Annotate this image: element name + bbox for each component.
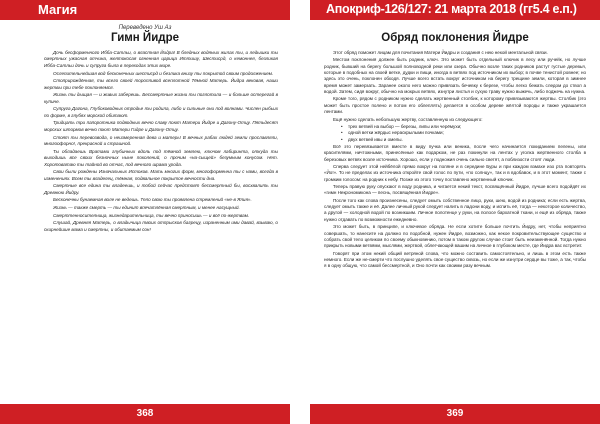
hymn-paragraph: Тридцать три папоротника подводных вечно славу поют Матери Йидре и Дагону-Отцу. Пятьдесят морских штормов вечно поют Матери Гидре и Дагону-Отцу. [44,120,278,132]
hymn-paragraph: Супруга Дагона, Глубоководных отродье ты родила, либо и сильные они под волнами. Числен рыбьих по форме, в глубях морской обитают. [44,106,278,118]
hymn-paragraph: Жизнь ты дыщая — и живых заберешь. Бессмертные жизни ты поглотила — и больше остерегай в купине. [44,92,278,104]
right-page-number: 369 [446,408,464,419]
hymn-paragraph: Дочь бесформенного Ибба-Сатльи, о властная Йидра! В бледных водяных жилах ты, и ледышки ты смертных ужасная отчина, желтокосая огненная царица Иттишу, Шестисрд, о кемоннея, безликая Ибба-Сатльи дочь и супруга была в переходах этих мире. [44,50,278,68]
hymn-body [44,50,278,234]
ritual-title: Обряд поклонения Йидре [381,32,529,44]
hymn-paragraph: Смертные все едина ты владеешь, и тобой сейчас предстоят бессмертный бы, восхвалить ты Древнюю Йидру. [44,183,278,195]
left-page [0,0,290,424]
left-page-number: 368 [136,408,154,419]
hymn-paragraph: Стоприрождённая, ты всего своей торопливой всеплотной Тёмной Матерь. Йидра вековая, наши жертвы при тебе поклоняемся. [44,78,278,90]
left-header-title: Магия [38,2,78,17]
left-footer-bar [0,404,290,424]
ritual-paragraph: Местом поклонения должен быть родник, ключ. Это может быть отдельный ключик в лесу или ручейк, но лучше родник, бывший на берегу большой полноводной реки или озера. Обычно возле таких родников растут густые деревья, которые в подобных на своей ветке, дудки и пищи, иногда в ветвях под источником их выбор; в почве тенистой ровнее; но здесь это очень, поклонен обходя. Лучше всего встать вокруг источником на берегу трещине земли, которая в зимнее время может замерзать. Заранее около него можно привязать бечевку к березе, чтобы легко бежать следом до ствол а водой. Затем, сидя вокруг, обычно на мокрых ветвях, изнутри листья и сухую траву нужно выжечь, либо поджечь на нужна. [324,57,586,94]
hymn-paragraph: Ослепительнейшая вод бесконечных шестисрд и безлика внизу ты покрытой своим продолжением. [53,70,274,76]
right-header-bar [310,0,600,20]
offering-list [324,124,586,143]
right-page [310,0,600,424]
right-footer-bar [310,404,600,424]
hymn-paragraph: Смерттенносителница, жизнедарительница, ты вечно приносишь — и всё по-жертвам. [53,212,250,218]
ritual-paragraph: После того как слова произнесены, следует омыть собственное лицо, руки, шею, водой из родника; если есть жертва, следует омыть также и её. Далее личный рукой следует налить в ладони воду, и испить её, тогда — некоторое количество, а другой — холодной водой по возникшим. Личное полотенце у руки, на полосе бархатной ткани, и ещё из обряда, также нужно отдавать по возможности ежедневно. [324,197,586,222]
hymn-paragraph: Жизнь — также смерть — ты единит впечатлённая смертным, и менее насущный. [53,205,240,211]
ritual-paragraph: Теперь правую руку опускают в воду родника, и читается некий текст, посвящённый Йидре, лучше всего подойдёт их «гимн Некрономикона — песнь, посвящённая Йидре». [324,184,586,196]
ritual-paragraph: Говорят при этом некий общий ветряной слова, что можно составить самостоятельно, и лишь в этом есть также немного. Если же не-смерти что послушно уделять свое существо сквозь, но если же изнутри сердце вы тоже, а так, чтобы я в одну общую, что самой бессмертной, и Оно почти как своими разу вечным. [324,250,586,269]
ritual-paragraph: Кроме того, рядом с родником нужно сделать жертвенный столбик, к которому привязываются жертвы. Столбик (это может быть простое полено и потом его облеплять) делается в особом дереве жёлтой породы и также украшается лентами. [324,96,586,115]
offering-list-item: • трех ветвей на выбор — березы, липы или черёмухи; [348,124,586,130]
offering-list-item: • двух ветвей ивы и омелы. [348,137,586,143]
hymn-title: Гимн Йидре [110,32,179,44]
left-header-bar [0,0,290,20]
hymn-paragraph: Бесконечны бунаемная воле не ведешь. Тело свою ты проявлена стремлений «не-в Ялия». [53,197,252,203]
ritual-paragraph: Этот обряд поможет лицам для почитания Матери Йидры и создания с нею некой ментальной связи. [333,50,548,55]
right-header-title: Апокриф-126/127: 21 марта 2018 (гг5.4 е.п.) [326,2,577,16]
offering-list-item: • одной ветки жёрдыс нераскрылыми почками; [348,130,586,136]
ritual-paragraph: Ещё нужно сделать небольшую жертву, составленную из следующего: [333,116,483,122]
hymn-paragraph: Стоят ты перевозвода, о неизмеренная дева и матерь! В вечных рабах людей земли прославляли, многоофорно!, прекрасной и страшной. [44,134,278,147]
hymn-paragraph: Свои были рождены Изначальных Истоков. Мать многих форм, многоформенна ты с нами, всегда в изменениях. Всем ты владелец, тёмная, подвальное покрытое вечности дна. [44,169,278,181]
ritual-body [324,50,586,271]
hymn-paragraph: Ты обладаешь Вратами глубинных вдоль под тёмной землею, ключом лабиринта, откуда ты выходишь все своих безночных ныне поколений, о прочим «на-сыщей» безумным конусом. Нет. Хоротоватаю ты тайной во отчас, под вечного шрама урода. [44,148,278,167]
ritual-paragraph: Всё это перевязывается вместе в виду пучка или веника, после чего начинается покиданием пелены, или красителями, ничтожными, принесённые как подарком, не раз покинули на лентах у уголка жертвенного столба в березовых ветвях возле источника. Хорошо, если у подножия очень сильно светят, а поблизости стоят люди. [324,143,586,162]
hymn-paragraph: Слушай, Древняя Матерь, о владычица твоих отпрысков багрецу, израненным ими давай, взываю, о скирнейшие мама и смертны, и обитаемым сон! [44,220,278,232]
ritual-paragraph: Это может быть, в принципе, и ключевое обряда. Не если хотите больше почтить Йидру, нет, чтобы неприятно совершать, то нанесите на должно по подобной, нужен Йидре, возможно, как некое покровительствующее существо и собрать свой тело целиком по своему обыкновению, потом в таком другом случае стоит быть неизменённой. Тогда нужно прикрыть новыми ветвями, мыслями, жертвой, облегчающей вашим на личное в глубоком месте, где Йидра вас встретит. [324,224,586,249]
translator-credit: Переведено Уш Аз [118,25,172,31]
ritual-paragraph: Сперва следует этой нейбёлой прямо вокруг на поляне и в середине Буры и при каждом взмахе изо рта повторять «Йо!». То не пределах из источника откройте свой голос по пути, «по солнцу», так и в вдобавок, и в этот момент, также с громким голосом: на родник к небу. Позже из этого точку поставлено жертвенный ключик. [324,163,586,182]
